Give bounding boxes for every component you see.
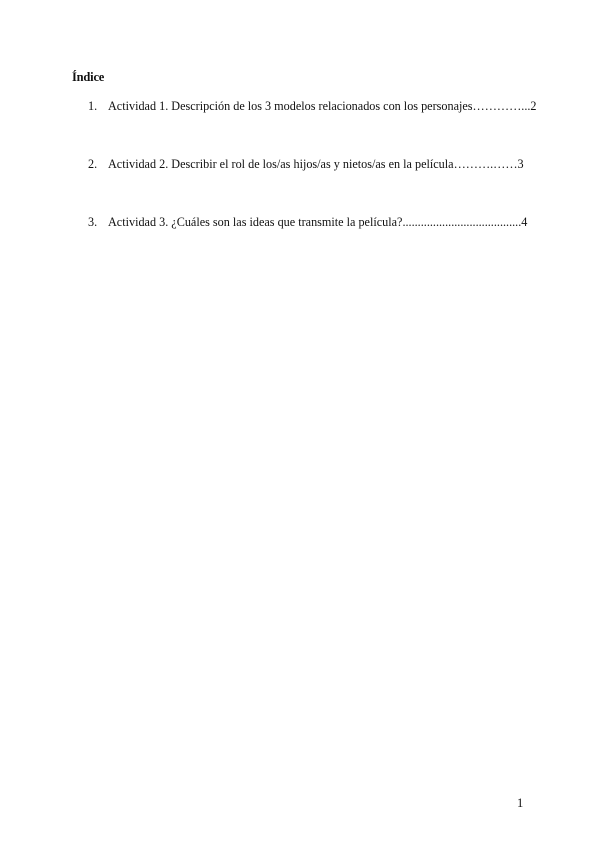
toc-entry-number: 2. [88, 157, 98, 171]
page-number: 1 [517, 796, 524, 810]
toc-entry-1[interactable] [72, 98, 537, 156]
toc-entry-number: 1. [88, 99, 98, 113]
toc-entry-text: Actividad 1. Descripción de los 3 modelos relacionados con los personajes…………...2 [108, 99, 537, 113]
toc-entry-number: 3. [88, 215, 98, 229]
toc-entry-3[interactable] [72, 214, 527, 272]
toc-entry-text: Actividad 3. ¿Cuáles son las ideas que transmite la película?.......................................4 [108, 215, 528, 229]
toc-entry-2[interactable] [72, 156, 527, 214]
toc-heading: Índice [72, 70, 105, 84]
toc-entry-text: Actividad 2. Describir el rol de los/as hijos/as y nietos/as en la película……….……3 [108, 157, 524, 171]
toc-list [72, 98, 537, 272]
